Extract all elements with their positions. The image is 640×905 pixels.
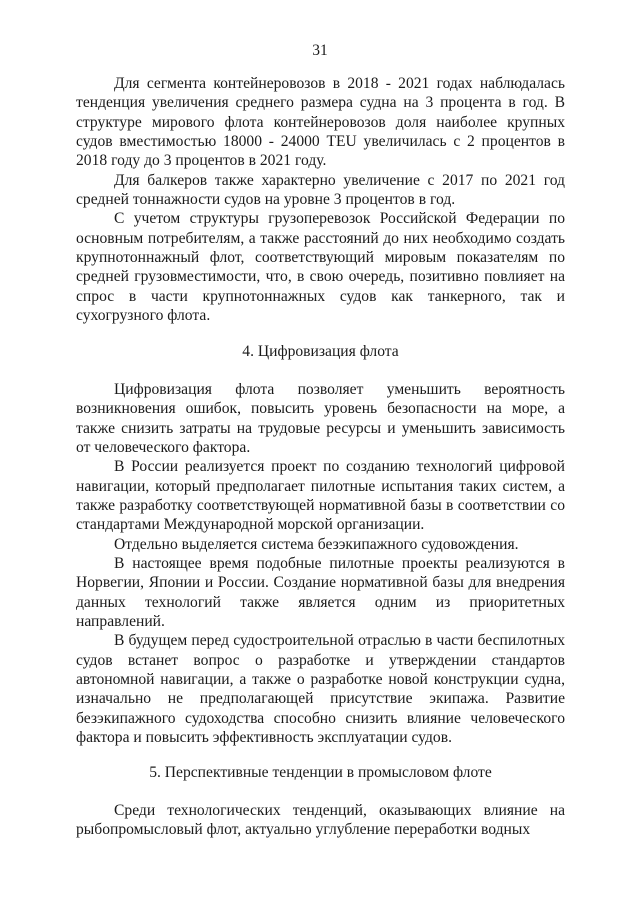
paragraph-containerships: Для сегмента контейнеровозов в 2018 - 2021 годах наблюдалась тенденция увеличения среднего размера судна на 3 процента в год. В структуре мирового флота контейнеровозов доля наиболее крупных судов вместимостью 18000 - 24000 TEU увеличилась с 2 процентов в 2018 году до 3 процентов в 2021 году. — [76, 75, 565, 170]
paragraph-digitalization-benefits: Цифровизация флота позволяет уменьшить вероятность возникновения ошибок, повысить уровень безопасности на море, а также снизить затраты на трудовые ресурсы и уменьшить зависимость от человеческого фактора. — [76, 380, 565, 456]
paragraph-digital-navigation: В России реализуется проект по созданию технологий цифровой навигации, который предполагает пилотные испытания таких систем, а также разработку соответствующей нормативной базы в соответствии со стандартами Международной морской организации. — [76, 458, 565, 534]
paragraph-future-autonomous: В будущем перед судостроительной отраслью в части беспилотных судов встанет вопрос о разработке и утверждении стандартов автономной навигации, а также о разработке новой конструкции судна, изначально не предполагающей присутствие экипажа. Развитие безэкипажного судоходства способно снизить влияние человеческого фактора и повысить эффективность эксплуатации судов. — [76, 632, 565, 746]
page-body — [76, 74, 565, 839]
paragraph-large-tonnage-fleet: С учетом структуры грузоперевозок Российской Федерации по основным потребителям, а также расстояний до них необходимо создать крупнотоннажный флот, соответствующий мировым показателям по средней грузовместимости, что, в свою очередь, позитивно повлияет на спрос в части крупнотоннажных судов как танкерного, так и сухогрузного флота. — [76, 210, 565, 325]
section-heading-digitalization: 4. Цифровизация флота — [242, 343, 399, 361]
section-heading-fishing-fleet: 5. Перспективные тенденции в промысловом флоте — [149, 764, 492, 782]
paragraph-bulkers: Для балкеров также характерно увеличение с 2017 по 2021 год средней тоннажности судов на уровне 3 процентов в год. — [76, 171, 565, 209]
page-number: 31 — [312, 42, 328, 59]
paragraph-fishing-trends: Среди технологических тенденций, оказывающих влияние на рыбопромысловый флот, актуально углубление переработки водных — [76, 801, 565, 839]
paragraph-pilot-projects: В настоящее время подобные пилотные проекты реализуются в Норвегии, Японии и России. Создание нормативной базы для внедрения данных технологий также является одним из приоритетных направлений. — [76, 554, 565, 630]
paragraph-crewless-system: Отдельно выделяется система безэкипажного судовождения. — [114, 535, 519, 553]
